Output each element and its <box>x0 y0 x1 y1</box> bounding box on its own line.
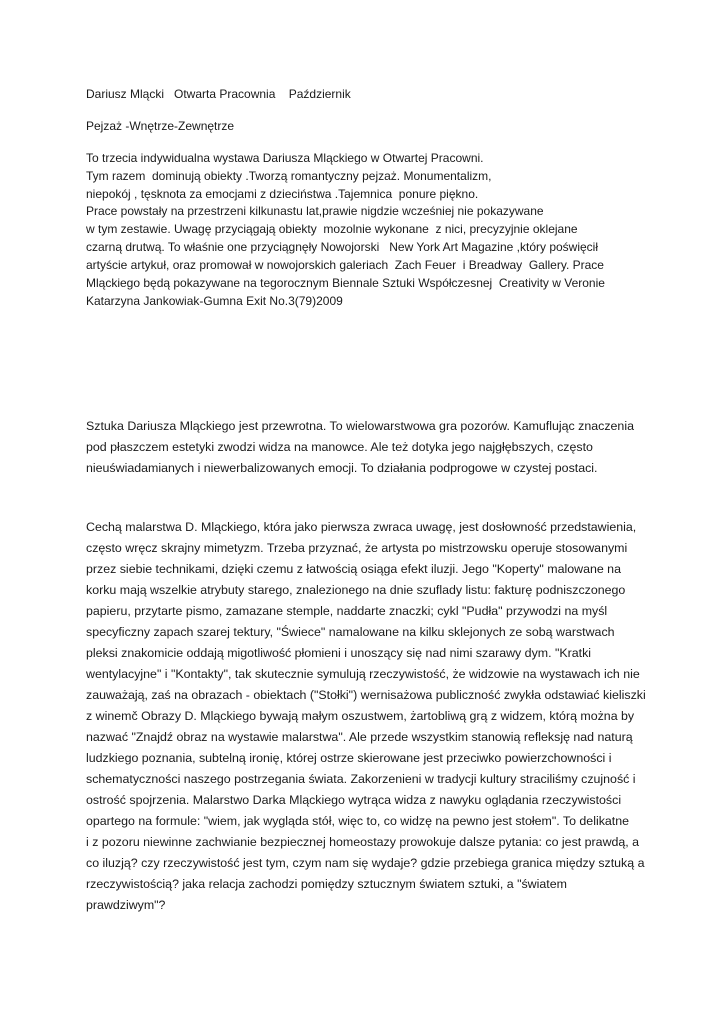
art-line: Sztuka Dariusza Mląckiego jest przewrotna. To wielowarstwowa gra pozorów. Kamuflując znaczenia <box>86 419 634 433</box>
heading-text: Dariusz Mlącki Otwarta Pracownia Październik <box>86 87 351 101</box>
review-line: Tym razem dominują obiekty .Tworzą romantyczny pejzaż. Monumentalizm, <box>86 168 492 183</box>
review-line: czarną drutwą. To właśnie one przyciągnęły Nowojorski New York Art Magazine ,który poświęcił <box>86 239 599 254</box>
review-line: Prace powstały na przestrzeni kilkunastu lat,prawie nigdzie wcześniej nie pokazywane <box>86 204 544 219</box>
essay-line: korku mają wszelkie atrybuty starego, znalezionego na dnie szuflady listu: fakturę podniszczonego <box>86 583 626 597</box>
essay-line: z winemč Obrazy D. Mląckiego bywają małym oszustwem, żartobliwą grą z widzem, którą można by <box>86 709 635 723</box>
essay-line: opartego na formule: "wiem, jak wygląda stół, więc to, co widzę na pewno jest stołem". To delikatne <box>86 814 630 828</box>
essay-line: specyficzny zapach szarej tektury, "Świece" namalowane na kilku sklejonych ze sobą warstwach <box>86 625 615 639</box>
review-line: niepokój , tęsknota za emocjami z dzieciństwa .Tajemnica ponure piękno. <box>86 186 479 201</box>
essay-line: pleksi znakomicie oddają migotliwość płomieni i unoszący się nad nimi szarawy dym. "Kratki <box>86 646 592 660</box>
review-paragraph <box>86 150 646 292</box>
essay-line: papieru, przytarte pismo, zamazane stemple, naddarte znaczki; cykl "Pudła" przywodzi na myśl <box>86 604 608 618</box>
review-author <box>86 293 646 311</box>
essay-line: i z pozoru niewinne zachwianie bezpiecznej homeostazy prowokuje dalsze pytania: co jest prawdą, a <box>86 835 640 849</box>
essay-line: nazwać "Znajdź obraz na wystawie malarstwa". Ale przede wszystkim stanowią refleksję nad naturą <box>86 730 633 744</box>
essay-line: ostrość spojrzenia. Malarstwo Darka Mląckiego wytrąca widza z nawyku oglądania rzeczywistości <box>86 793 622 807</box>
review-line: Mląckiego będą pokazywane na tegorocznym Biennale Sztuki Współczesnej Creativity w Veronie <box>86 275 605 290</box>
essay-line: schematyczności naszego postrzegania świata. Zakorzenieni w tradycji kultury straciliśmy czujność i <box>86 772 636 786</box>
essay-line: Cechą malarstwa D. Mląckiego, która jako pierwsza zwraca uwagę, jest dosłowność przedstawienia, <box>86 520 637 534</box>
essay-line: ludzkiego poznania, subtelną ironię, której ostrze skierowane jest przeciwko powierzchowności i <box>86 751 612 765</box>
author-text: Katarzyna Jankowiak-Gumna Exit No.3(79)2009 <box>86 294 343 308</box>
essay-line: zauważają, zaś na obrazach - obiektach ("Stołki") wernisażowa publiczność zwykła odstawiać kieliszki <box>86 688 646 702</box>
exhibition-subtitle <box>86 118 646 136</box>
art-line: pod płaszczem estetyki zwodzi widza na manowce. Ale też dotyka jego najgłębszych, często <box>86 440 593 454</box>
review-line: w tym zestawie. Uwagę przyciągają obiekty mozolnie wykonane z nici, precyzyjnie oklejane <box>86 222 578 237</box>
essay-paragraph <box>86 517 646 916</box>
essay-line: wentylacyjne" i "Kontakty", tak skutecznie symulują rzeczywistość, że widzowie na wystawach ich nie <box>86 667 640 681</box>
essay-line: prawdziwym"? <box>86 898 166 912</box>
art-line: nieuświadamianych i niewerbalizowanych emocji. To działania podprogowe w czystej postaci. <box>86 461 598 475</box>
essay-line: często wręcz skrajny mimetyzm. Trzeba przyznać, że artysta po mistrzowsku operuje stosowanymi <box>86 541 628 555</box>
essay-line: przez siebie technikami, dzięki czemu z łatwością osiąga efekt iluzji. Jego "Koperty" malowane na <box>86 562 621 576</box>
art-paragraph <box>86 416 646 479</box>
review-line: To trzecia indywidualna wystawa Dariusza Mląckiego w Otwartej Pracowni. <box>86 151 484 165</box>
exhibition-heading <box>86 86 646 104</box>
subtitle-text: Pejzaż -Wnętrze-Zewnętrze <box>86 119 235 133</box>
essay-line: rzeczywistością? jaka relacja zachodzi pomiędzy sztucznym światem sztuki, a "światem <box>86 877 567 891</box>
review-line: artyście artykuł, oraz promował w nowojorskich galeriach Zach Feuer i Breadway Gallery. Prace <box>86 257 604 272</box>
essay-line: co iluzją? czy rzeczywistość jest tym, czym nam się wydaje? gdzie przebiega granica między sztuką a <box>86 856 645 870</box>
